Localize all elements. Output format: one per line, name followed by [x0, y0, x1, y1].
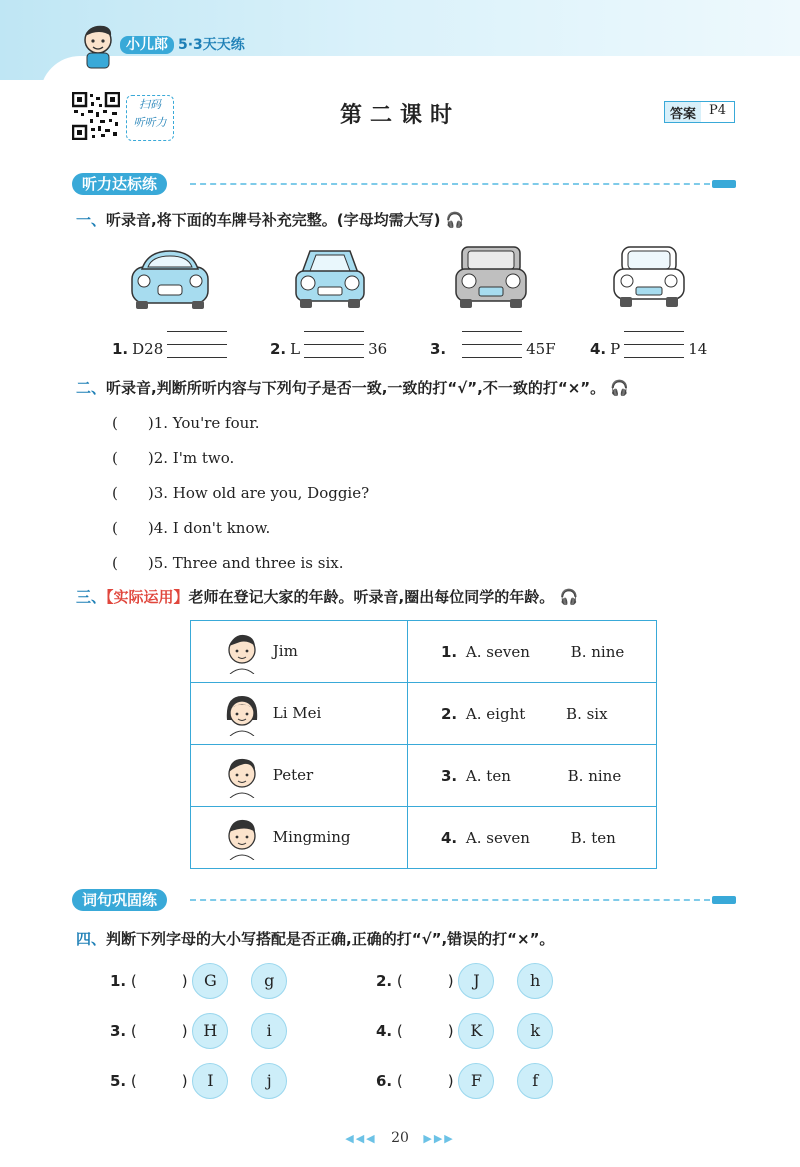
- answer-paren[interactable]: ( ): [126, 1022, 188, 1040]
- choice-a[interactable]: A. ten: [465, 766, 511, 785]
- plate-suffix: 36: [368, 340, 388, 358]
- car-icon: [292, 245, 368, 311]
- brand-series: 5·3天天练: [178, 37, 245, 53]
- plate-blank[interactable]: [462, 319, 522, 358]
- item-number: 3.: [441, 766, 458, 785]
- car-icon: [128, 245, 212, 311]
- letter-pair-item-1: [110, 963, 287, 999]
- question-1-number: 一、: [76, 211, 107, 229]
- lowercase-letter: h: [517, 963, 553, 999]
- plate-answer-1: [112, 319, 231, 358]
- choice-a[interactable]: A. eight: [465, 704, 526, 723]
- mascot-boy-icon: [78, 22, 118, 70]
- student-cell: [191, 807, 408, 869]
- answer-reference: [664, 101, 735, 123]
- pencil-icon: [712, 180, 736, 188]
- choice-b[interactable]: B. ten: [570, 828, 616, 847]
- choice-a[interactable]: A. seven: [465, 828, 530, 847]
- question-1-text: 听录音,将下面的车牌号补充完整。(字母均需大写): [106, 211, 441, 229]
- uppercase-letter: F: [458, 1063, 494, 1099]
- plate-blank[interactable]: [624, 319, 684, 358]
- answer-page: P4: [709, 103, 727, 118]
- car-icon: [610, 243, 688, 311]
- page-number: 20: [391, 1130, 409, 1146]
- answer-paren[interactable]: ( ): [392, 1072, 454, 1090]
- brand-logo: 小儿郎: [120, 36, 174, 54]
- car-icon: [452, 243, 530, 311]
- page-title: 第二课时: [339, 103, 460, 128]
- answer-label: 答案: [665, 102, 701, 122]
- uppercase-letter: I: [192, 1063, 228, 1099]
- page-footer: [0, 1130, 800, 1146]
- table-row: [191, 683, 657, 745]
- choice-b[interactable]: B. nine: [567, 766, 622, 785]
- plate-answer-2: [270, 319, 387, 358]
- item-number: 6.: [376, 1072, 393, 1090]
- plate-blank[interactable]: [304, 319, 364, 358]
- uppercase-letter: J: [458, 963, 494, 999]
- child-face-icon: [222, 630, 262, 674]
- student-cell: [191, 683, 408, 745]
- question-3-heading: [76, 586, 786, 607]
- section-divider: [190, 183, 710, 185]
- item-number: 2.: [270, 340, 287, 358]
- plate-prefix: D28: [132, 340, 164, 358]
- item-number: 3.: [430, 340, 447, 358]
- table-row: [191, 745, 657, 807]
- question-3-tag: 【实际运用】: [106, 588, 189, 606]
- answer-paren[interactable]: ( ): [392, 1022, 454, 1040]
- lowercase-letter: i: [251, 1013, 287, 1049]
- true-false-item-3[interactable]: ( )3. How old are you, Doggie?: [112, 484, 370, 502]
- plate-suffix: 45F: [526, 340, 556, 358]
- choice-cell: [408, 807, 657, 869]
- uppercase-letter: G: [192, 963, 228, 999]
- student-cell: [191, 745, 408, 807]
- qr-code-icon[interactable]: [72, 92, 120, 140]
- section-title-listening: 听力达标练: [72, 173, 167, 195]
- question-1-heading: [76, 209, 776, 230]
- brand: [120, 34, 245, 54]
- section-divider: [190, 899, 710, 901]
- plate-blank[interactable]: [167, 319, 227, 358]
- item-number: 5.: [110, 1072, 127, 1090]
- question-3-text: 老师在登记大家的年龄。听录音,圈出每位同学的年龄。: [188, 588, 555, 606]
- uppercase-letter: K: [458, 1013, 494, 1049]
- item-number: 4.: [590, 340, 607, 358]
- table-row: [191, 807, 657, 869]
- choice-cell: [408, 621, 657, 683]
- answer-paren[interactable]: ( ): [126, 1072, 188, 1090]
- plate-prefix: P: [610, 340, 621, 358]
- item-number: 3.: [110, 1022, 127, 1040]
- lowercase-letter: f: [517, 1063, 553, 1099]
- scan-label-line2: 听听力: [133, 116, 167, 129]
- question-2-text: 听录音,判断所听内容与下列句子是否一致,一致的打“√”,不一致的打“×”。: [106, 379, 606, 397]
- left-arrows-icon: ◀◀◀: [345, 1132, 377, 1145]
- scan-to-listen-label: [126, 95, 174, 141]
- true-false-item-2[interactable]: ( )2. I'm two.: [112, 449, 235, 467]
- item-number: 1.: [441, 642, 458, 661]
- choice-b[interactable]: B. six: [566, 704, 608, 723]
- item-number: 2.: [441, 704, 458, 723]
- student-name: Jim: [272, 642, 298, 660]
- child-face-icon: [222, 692, 262, 736]
- right-arrows-icon: ▶▶▶: [423, 1132, 455, 1145]
- headphone-icon[interactable]: 🎧: [445, 211, 465, 229]
- item-number: 4.: [441, 828, 458, 847]
- question-3-number: 三、: [76, 588, 107, 606]
- item-number: 2.: [376, 972, 393, 990]
- true-false-item-1[interactable]: ( )1. You're four.: [112, 414, 260, 432]
- student-cell: [191, 621, 408, 683]
- question-2-number: 二、: [76, 379, 107, 397]
- scan-label-line1: 扫码: [139, 98, 161, 111]
- letter-pair-item-2: [376, 963, 553, 999]
- plate-answer-3: [430, 319, 556, 358]
- plate-prefix: L: [290, 340, 301, 358]
- choice-a[interactable]: A. seven: [465, 642, 530, 661]
- table-row: [191, 621, 657, 683]
- question-4-text: 判断下列字母的大小写搭配是否正确,正确的打“√”,错误的打“×”。: [106, 930, 555, 948]
- letter-pair-item-5: [110, 1063, 287, 1099]
- question-4-number: 四、: [76, 930, 107, 948]
- plate-suffix: 14: [688, 340, 708, 358]
- pencil-icon: [712, 896, 736, 904]
- letter-pair-item-3: [110, 1013, 287, 1049]
- choice-b[interactable]: B. nine: [570, 642, 625, 661]
- lowercase-letter: g: [251, 963, 287, 999]
- student-name: Li Mei: [272, 704, 322, 722]
- answer-paren[interactable]: ( ): [392, 972, 454, 990]
- age-table: [190, 620, 657, 869]
- letter-pair-item-6: [376, 1063, 553, 1099]
- section-title-vocabulary: 词句巩固练: [72, 889, 167, 911]
- headphone-icon[interactable]: 🎧: [610, 379, 630, 397]
- student-name: Mingming: [272, 828, 351, 846]
- student-name: Peter: [272, 766, 314, 784]
- item-number: 1.: [110, 972, 127, 990]
- lowercase-letter: j: [251, 1063, 287, 1099]
- item-number: 1.: [112, 340, 129, 358]
- answer-paren[interactable]: ( ): [126, 972, 188, 990]
- lowercase-letter: k: [517, 1013, 553, 1049]
- question-2-heading: [76, 377, 786, 398]
- letter-pair-item-4: [376, 1013, 553, 1049]
- true-false-item-5[interactable]: ( )5. Three and three is six.: [112, 554, 344, 572]
- child-face-icon: [222, 754, 262, 798]
- child-face-icon: [222, 816, 262, 860]
- item-number: 4.: [376, 1022, 393, 1040]
- choice-cell: [408, 683, 657, 745]
- uppercase-letter: H: [192, 1013, 228, 1049]
- choice-cell: [408, 745, 657, 807]
- true-false-item-4[interactable]: ( )4. I don't know.: [112, 519, 271, 537]
- headphone-icon[interactable]: 🎧: [559, 588, 579, 606]
- plate-answer-4: [590, 319, 707, 358]
- question-4-heading: [76, 928, 786, 949]
